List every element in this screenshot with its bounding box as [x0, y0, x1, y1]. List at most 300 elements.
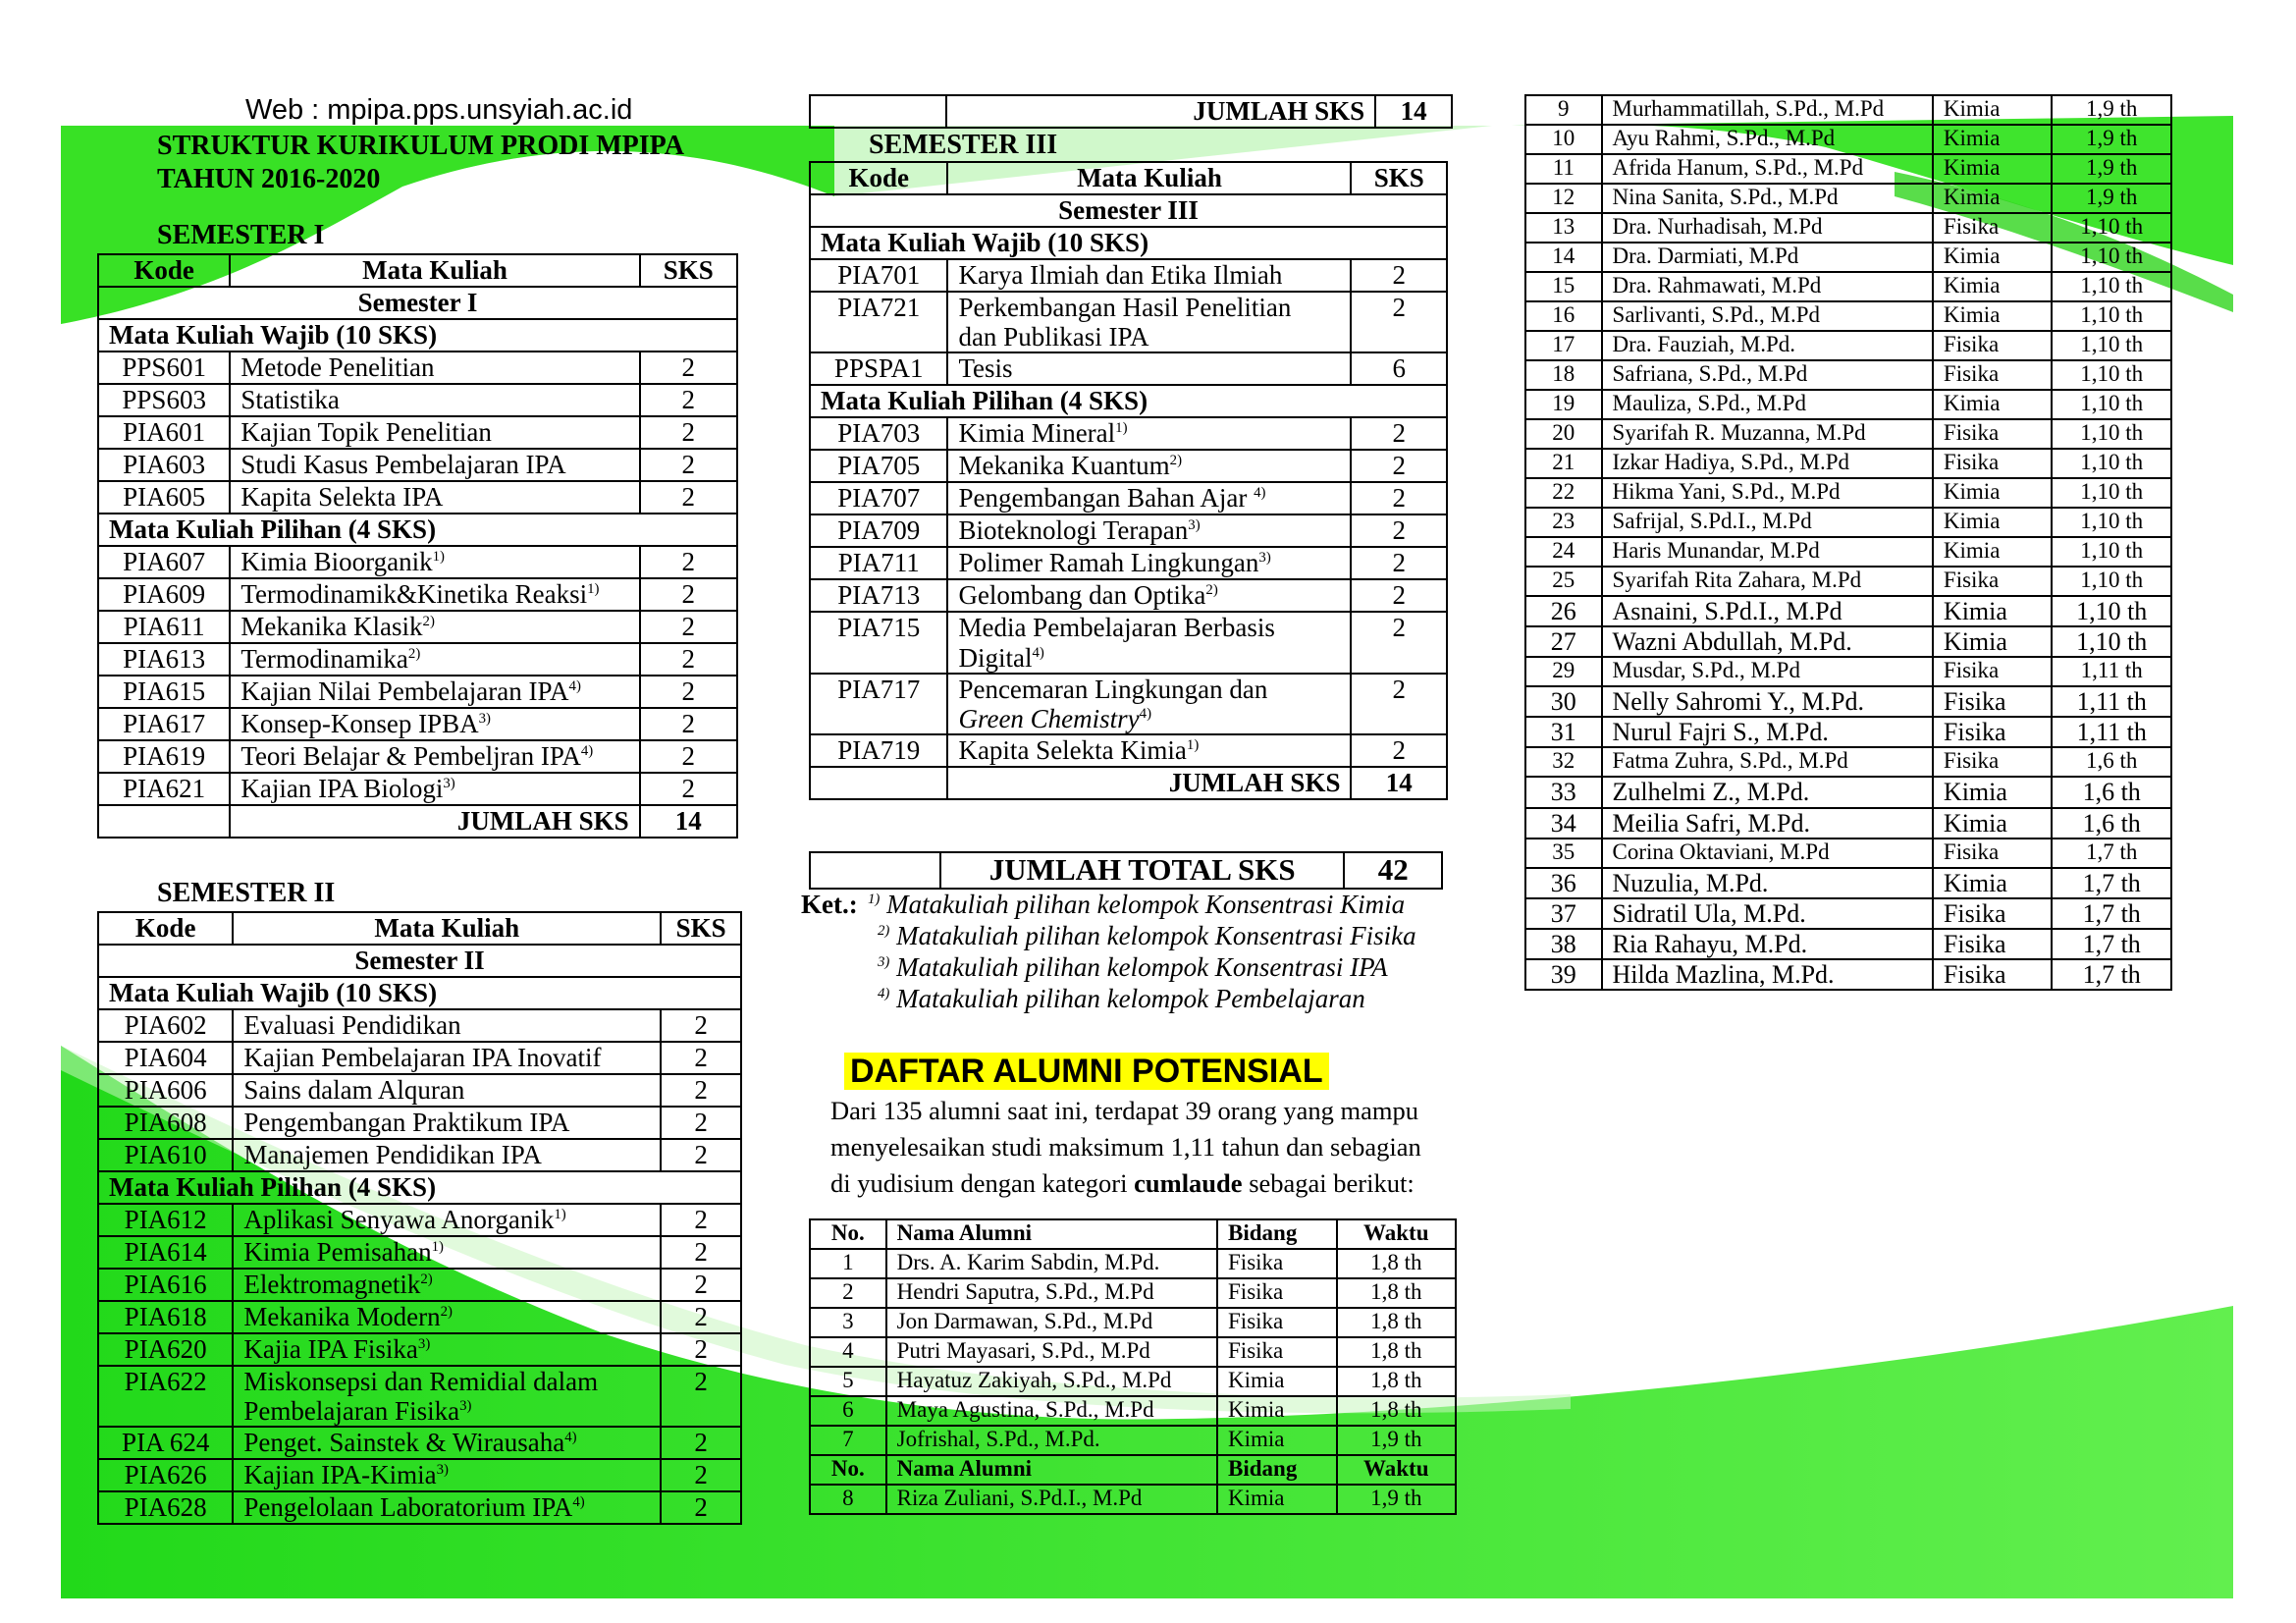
course-name-text: Teori Belajar & Pembeljran IPA: [240, 741, 581, 771]
alumni-bidang: Fisika: [1217, 1278, 1337, 1308]
semester1-title: Semester I: [98, 287, 737, 319]
semester3-jumlah-label: JUMLAH SKS: [947, 767, 1351, 799]
alumni-waktu: 1,8 th: [1337, 1396, 1456, 1426]
course-code: PIA713: [810, 579, 947, 612]
alumni-intro-line1: Dari 135 alumni saat ini, terdapat 39 orang yang mampu: [830, 1096, 1419, 1125]
alumni-bidang: Kimia: [1933, 777, 2052, 807]
course-sks: 2: [640, 740, 737, 773]
alumni-no: 4: [810, 1337, 886, 1367]
alumni-nama: Hikma Yani, S.Pd., M.Pd: [1602, 478, 1933, 508]
ket-note: [868, 889, 1416, 920]
table-header-row: [810, 162, 1447, 194]
alumni-nama: Dra. Fauziah, M.Pd.: [1602, 331, 1933, 360]
header-sks: SKS: [1351, 162, 1447, 194]
course-sks: 2: [661, 1204, 741, 1236]
course-sks: 2: [661, 1236, 741, 1269]
course-name-text: Kajian Topik Penelitian: [240, 417, 492, 447]
table-row: [98, 708, 737, 740]
course-code: PIA711: [810, 547, 947, 579]
course-sks: 2: [661, 1427, 741, 1459]
ket-note-text: Matakuliah pilihan kelompok Konsentrasi IPA: [889, 952, 1388, 982]
alumni-row: [810, 1485, 1456, 1514]
ket-label: Ket.:: [801, 890, 858, 919]
semester2-pilihan-label: Mata Kuliah Pilihan (4 SKS): [98, 1171, 741, 1204]
semester2-jumlah-table: [809, 94, 1453, 129]
alumni-nama: Hilda Mazlina, M.Pd.: [1602, 959, 1933, 990]
alumni-waktu: 1,10 th: [2052, 537, 2171, 567]
course-name: [947, 514, 1351, 547]
alumni-waktu: 1,6 th: [2052, 777, 2171, 807]
footnote-marker: 4): [572, 1494, 585, 1511]
table-row: [98, 1333, 741, 1366]
alumni-bidang: Kimia: [1933, 596, 2052, 626]
course-code: PIA602: [98, 1009, 233, 1042]
footnote-marker: 2): [1205, 582, 1218, 599]
course-name-text: Mekanika Modern: [243, 1302, 441, 1331]
header-kode: Kode: [98, 912, 233, 945]
footnote-marker: 3): [459, 1398, 472, 1415]
alumni-waktu: 1,11 th: [2052, 717, 2171, 747]
alumni-no: 7: [810, 1426, 886, 1455]
alumni-bidang: Fisika: [1933, 657, 2052, 686]
alumni-no: 34: [1525, 808, 1602, 839]
alumni-bidang: Kimia: [1933, 626, 2052, 657]
course-name-line2: [958, 322, 1340, 352]
course-name: [230, 773, 639, 805]
semester2-jumlah-value: 14: [1375, 95, 1452, 128]
total-sks-value: 42: [1344, 852, 1442, 889]
alumni-bidang: Fisika: [1933, 213, 2052, 243]
alumni-bidang: Fisika: [1933, 717, 2052, 747]
alumni-nama: Musdar, S.Pd., M.Pd: [1602, 657, 1933, 686]
alumni-waktu: 1,10 th: [2052, 596, 2171, 626]
table-row: [98, 481, 737, 514]
table-row: [810, 579, 1447, 612]
footnote-marker: 1): [554, 1207, 566, 1222]
course-code: PIA619: [98, 740, 230, 773]
course-name: [233, 1139, 661, 1171]
course-code: PIA626: [98, 1459, 233, 1491]
course-name-line2-text: dan Publikasi IPA: [958, 322, 1149, 352]
ket-notes: [801, 889, 1416, 1014]
table-row: [810, 612, 1447, 673]
course-sks: 2: [661, 1107, 741, 1139]
course-name: [947, 417, 1351, 450]
course-sks: 2: [661, 1301, 741, 1333]
alumni-waktu: 1,8 th: [1337, 1367, 1456, 1396]
alumni-bidang: Kimia: [1933, 478, 2052, 508]
course-sks: 2: [1351, 547, 1447, 579]
footnote-marker: 1): [1186, 737, 1200, 754]
table-row: [98, 773, 737, 805]
alumni-waktu: 1,8 th: [1337, 1278, 1456, 1308]
alumni-intro-line3-bold: cumlaude: [1134, 1168, 1243, 1198]
alumni-nama: Corina Oktaviani, M.Pd: [1602, 839, 1933, 868]
alumni-bidang: Fisika: [1933, 449, 2052, 478]
course-name: [947, 450, 1351, 482]
course-code: PIA613: [98, 643, 230, 676]
table-row: [810, 259, 1447, 292]
alumni-row: [1525, 717, 2171, 747]
course-name: [233, 1074, 661, 1107]
course-code: PIA615: [98, 676, 230, 708]
course-name: [233, 1366, 661, 1427]
table-row: [810, 514, 1447, 547]
alumni-row: [810, 1278, 1456, 1308]
alumni-row: [1525, 686, 2171, 717]
alumni-intro-line3-b: sebagai berikut:: [1242, 1168, 1415, 1198]
course-sks: 2: [661, 1009, 741, 1042]
alumni-row: [1525, 272, 2171, 301]
course-code: PIA607: [98, 546, 230, 578]
semester3-label: SEMESTER III: [869, 130, 1058, 160]
course-name-text: Evaluasi Pendidikan: [243, 1010, 461, 1040]
footnote-marker: 4): [568, 678, 581, 694]
course-name-text: Kimia Pemisahan: [243, 1237, 432, 1267]
table-row: [810, 674, 1447, 734]
alumni-waktu: 1,9 th: [2052, 125, 2171, 154]
semester3-pilihan-label: Mata Kuliah Pilihan (4 SKS): [810, 385, 1447, 417]
alumni-bidang: Kimia: [1933, 508, 2052, 537]
alumni-no: 11: [1525, 154, 1602, 184]
alumni-no: 29: [1525, 657, 1602, 686]
alumni-no: 23: [1525, 508, 1602, 537]
table-row: [98, 1366, 741, 1427]
table-row: [98, 1009, 741, 1042]
course-code: PIA721: [810, 292, 947, 352]
alumni-bidang: Kimia: [1217, 1485, 1337, 1514]
course-name-text: Kapita Selekta Kimia: [958, 735, 1187, 766]
alumni-waktu: 1,11 th: [2052, 657, 2171, 686]
alumni-no: 3: [810, 1308, 886, 1337]
alumni-waktu: 1,7 th: [2052, 839, 2171, 868]
alumni-intro-line2: menyelesaikan studi maksimum 1,11 tahun dan sebagian: [830, 1132, 1421, 1162]
alumni-no: 6: [810, 1396, 886, 1426]
course-sks: 2: [661, 1269, 741, 1301]
alumni-bidang: Kimia: [1933, 537, 2052, 567]
table-header-row: [98, 254, 737, 287]
course-name-text: Studi Kasus Pembelajaran IPA: [240, 450, 566, 479]
alumni-nama: Nurul Fajri S., M.Pd.: [1602, 717, 1933, 747]
course-code: PIA611: [98, 611, 230, 643]
footnote-marker: 1): [1115, 420, 1128, 437]
semester1-wajib-label: Mata Kuliah Wajib (10 SKS): [98, 319, 737, 352]
course-name-text: Aplikasi Senyawa Anorganik: [243, 1205, 555, 1234]
semester1-table: [97, 253, 738, 839]
course-name-line1: Pencemaran Lingkungan dan: [958, 674, 1268, 704]
course-name-text: Kimia Mineral: [958, 418, 1116, 449]
document-title-line1: STRUKTUR KURIKULUM PRODI MPIPA: [157, 131, 684, 161]
course-name-text: Penget. Sainstek & Wirausaha: [243, 1428, 565, 1458]
alumni-bidang: Kimia: [1217, 1367, 1337, 1396]
course-name: [233, 1204, 661, 1236]
course-name-text: Kajian Pembelajaran IPA Inovatif: [243, 1043, 602, 1072]
course-name: [230, 740, 639, 773]
alumni-row: [1525, 777, 2171, 807]
course-sks: 2: [1351, 734, 1447, 767]
course-name: [233, 1236, 661, 1269]
alumni-bidang: Fisika: [1933, 419, 2052, 449]
alumni-no: 25: [1525, 567, 1602, 596]
alumni-bidang: Kimia: [1933, 390, 2052, 419]
alumni-header-waktu: Waktu: [1337, 1455, 1456, 1485]
course-name-text: Kimia Bioorganik: [240, 547, 433, 576]
course-code: PIA617: [98, 708, 230, 740]
course-name: [230, 481, 639, 514]
course-sks: 2: [1351, 292, 1447, 352]
course-name-text: Bioteknologi Terapan: [958, 515, 1189, 546]
alumni-header-nama: Nama Alumni: [886, 1219, 1217, 1249]
alumni-no: 21: [1525, 449, 1602, 478]
course-code: PIA707: [810, 482, 947, 514]
semester3-title: Semester III: [810, 194, 1447, 227]
alumni-no: 17: [1525, 331, 1602, 360]
alumni-nama: Nina Sanita, S.Pd., M.Pd: [1602, 184, 1933, 213]
alumni-waktu: 1,10 th: [2052, 331, 2171, 360]
course-sks: 2: [640, 676, 737, 708]
table-row: [98, 1204, 741, 1236]
alumni-row: [1525, 449, 2171, 478]
alumni-row: [1525, 626, 2171, 657]
course-code: PIA628: [98, 1491, 233, 1524]
website-url: Web : mpipa.pps.unsyiah.ac.id: [245, 94, 633, 126]
alumni-nama: Mauliza, S.Pd., M.Pd: [1602, 390, 1933, 419]
course-sks: 2: [640, 611, 737, 643]
semester3-wajib-label: Mata Kuliah Wajib (10 SKS): [810, 227, 1447, 259]
course-name-line1: Miskonsepsi dan Remidial dalam: [243, 1367, 599, 1396]
semester3-jumlah-row: [810, 767, 1447, 799]
alumni-row: [1525, 125, 2171, 154]
course-name-line2-text: Green Chemistry: [958, 704, 1140, 734]
table-row: [98, 1459, 741, 1491]
alumni-bidang: Fisika: [1933, 360, 2052, 390]
course-name: [947, 674, 1351, 734]
alumni-waktu: 1,8 th: [1337, 1308, 1456, 1337]
table-row: [98, 1301, 741, 1333]
alumni-waktu: 1,7 th: [2052, 898, 2171, 929]
alumni-nama: Safrijal, S.Pd.I., M.Pd: [1602, 508, 1933, 537]
alumni-row: [1525, 839, 2171, 868]
alumni-nama: Dra. Rahmawati, M.Pd: [1602, 272, 1933, 301]
alumni-nama: Haris Munandar, M.Pd: [1602, 537, 1933, 567]
footnote-marker: 3): [436, 1462, 449, 1479]
course-name-text: Kajian IPA Biologi: [240, 774, 444, 803]
course-name: [230, 352, 639, 384]
alumni-nama: Maya Agustina, S.Pd., M.Pd: [886, 1396, 1217, 1426]
course-code: PIA616: [98, 1269, 233, 1301]
alumni-no: 16: [1525, 301, 1602, 331]
alumni-row: [1525, 184, 2171, 213]
alumni-no: 9: [1525, 95, 1602, 125]
course-code: PIA709: [810, 514, 947, 547]
alumni-bidang: Fisika: [1933, 747, 2052, 777]
course-sks: 2: [1351, 450, 1447, 482]
course-name: [947, 612, 1351, 673]
course-name: [947, 352, 1351, 385]
course-sks: 2: [640, 416, 737, 449]
course-name: [233, 1301, 661, 1333]
table-row: [810, 734, 1447, 767]
table-row: [98, 1269, 741, 1301]
alumni-nama: Putri Mayasari, S.Pd., M.Pd: [886, 1337, 1217, 1367]
footnote-marker: 4): [1032, 644, 1044, 661]
alumni-no: 35: [1525, 839, 1602, 868]
alumni-table-a: [809, 1218, 1457, 1515]
course-name-text: Karya Ilmiah dan Etika Ilmiah: [958, 260, 1283, 290]
table-row: [810, 482, 1447, 514]
course-name-text: Kajian IPA-Kimia: [243, 1460, 437, 1490]
alumni-bidang: Fisika: [1217, 1337, 1337, 1367]
alumni-row: [810, 1396, 1456, 1426]
course-code: PIA601: [98, 416, 230, 449]
alumni-bidang: Fisika: [1933, 686, 2052, 717]
alumni-row: [1525, 747, 2171, 777]
alumni-no: 26: [1525, 596, 1602, 626]
course-name: [230, 384, 639, 416]
footnote-marker: 4): [878, 986, 890, 1001]
course-sks: 2: [640, 578, 737, 611]
course-name: [230, 676, 639, 708]
table-row: [98, 384, 737, 416]
course-code: PIA621: [98, 773, 230, 805]
course-code: PIA605: [98, 481, 230, 514]
course-name-line2-text: Pembelajaran Fisika: [243, 1396, 460, 1427]
alumni-intro: [830, 1093, 1421, 1202]
course-name: [233, 1269, 661, 1301]
total-sks-label: JUMLAH TOTAL SKS: [940, 852, 1344, 889]
alumni-bidang: Kimia: [1933, 95, 2052, 125]
alumni-no: 27: [1525, 626, 1602, 657]
ket-note: [868, 920, 1416, 951]
course-sks: 2: [640, 643, 737, 676]
alumni-bidang: Kimia: [1933, 125, 2052, 154]
alumni-waktu: 1,10 th: [2052, 478, 2171, 508]
header-mata-kuliah: Mata Kuliah: [233, 912, 661, 945]
course-sks: 2: [1351, 514, 1447, 547]
course-name-text: Kapita Selekta IPA: [240, 482, 444, 512]
alumni-nama: Hayatuz Zakiyah, S.Pd., M.Pd: [886, 1367, 1217, 1396]
alumni-bidang: Kimia: [1933, 272, 2052, 301]
course-name: [230, 546, 639, 578]
ket-note: [868, 951, 1416, 983]
alumni-waktu: 1,10 th: [2052, 243, 2171, 272]
course-name: [233, 1107, 661, 1139]
course-code: PIA 624: [98, 1427, 233, 1459]
course-code: PIA701: [810, 259, 947, 292]
table-header-row: [98, 912, 741, 945]
alumni-row: [1525, 301, 2171, 331]
alumni-bidang: Fisika: [1217, 1249, 1337, 1278]
footnote-marker: 3): [443, 776, 455, 791]
alumni-bidang: Kimia: [1933, 184, 2052, 213]
footnote-marker: 2): [422, 614, 435, 629]
alumni-no: 38: [1525, 929, 1602, 959]
course-code: PIA608: [98, 1107, 233, 1139]
course-name: [230, 643, 639, 676]
alumni-no: 33: [1525, 777, 1602, 807]
footnote-marker: 4): [580, 743, 594, 759]
table-row: [98, 1491, 741, 1524]
course-sks: 2: [661, 1491, 741, 1524]
alumni-row: [810, 1337, 1456, 1367]
ket-note-text: Matakuliah pilihan kelompok Konsentrasi Fisika: [889, 921, 1416, 950]
alumni-waktu: 1,9 th: [2052, 95, 2171, 125]
alumni-no: 39: [1525, 959, 1602, 990]
course-name: [233, 1042, 661, 1074]
course-code: PIA622: [98, 1366, 233, 1427]
footnote-marker: 3): [478, 711, 491, 727]
table-row: [98, 611, 737, 643]
alumni-waktu: 1,7 th: [2052, 929, 2171, 959]
table-row: [98, 449, 737, 481]
alumni-bidang: Fisika: [1933, 331, 2052, 360]
alumni-row: [1525, 331, 2171, 360]
alumni-row: [1525, 868, 2171, 898]
alumni-waktu: 1,8 th: [1337, 1249, 1456, 1278]
alumni-row: [1525, 154, 2171, 184]
course-code: PIA614: [98, 1236, 233, 1269]
alumni-row: [1525, 478, 2171, 508]
header-sks: SKS: [640, 254, 737, 287]
course-code: PIA620: [98, 1333, 233, 1366]
total-sks-table: [809, 851, 1443, 890]
table-row: [810, 450, 1447, 482]
course-name-line1: Media Pembelajaran Berbasis: [958, 613, 1275, 643]
semester2-wajib-label: Mata Kuliah Wajib (10 SKS): [98, 977, 741, 1009]
alumni-no: 10: [1525, 125, 1602, 154]
alumni-header-no: No.: [810, 1455, 886, 1485]
alumni-nama: Ria Rahayu, M.Pd.: [1602, 929, 1933, 959]
alumni-nama: Murhammatillah, S.Pd., M.Pd: [1602, 95, 1933, 125]
course-sks: 2: [1351, 612, 1447, 673]
alumni-bidang: Kimia: [1933, 868, 2052, 898]
table-row: [98, 352, 737, 384]
alumni-waktu: 1,10 th: [2052, 626, 2171, 657]
course-name: [233, 1009, 661, 1042]
course-code: PIA715: [810, 612, 947, 673]
alumni-no: 13: [1525, 213, 1602, 243]
alumni-waktu: 1,10 th: [2052, 567, 2171, 596]
alumni-bidang: Fisika: [1933, 898, 2052, 929]
alumni-nama: Nelly Sahromi Y., M.Pd.: [1602, 686, 1933, 717]
semester2-label: SEMESTER II: [157, 878, 336, 908]
alumni-row: [1525, 929, 2171, 959]
ket-note-text: Matakuliah pilihan kelompok Konsentrasi Kimia: [880, 890, 1406, 919]
course-name-text: Termodinamik&Kinetika Reaksi: [240, 579, 588, 609]
alumni-waktu: 1,11 th: [2052, 686, 2171, 717]
course-sks: 2: [661, 1042, 741, 1074]
course-sks: 2: [661, 1074, 741, 1107]
course-sks: 6: [1351, 352, 1447, 385]
footnote-marker: 4): [1254, 485, 1266, 502]
footnote-marker: 3): [417, 1336, 431, 1352]
course-code: PIA606: [98, 1074, 233, 1107]
footnote-marker: 4): [564, 1430, 577, 1446]
course-name-text: Tesis: [958, 353, 1013, 384]
course-name-text: Mekanika Klasik: [240, 612, 423, 641]
alumni-intro-line3-a: di yudisium dengan kategori: [830, 1168, 1135, 1198]
alumni-no: 14: [1525, 243, 1602, 272]
alumni-no: 32: [1525, 747, 1602, 777]
course-name-text: Gelombang dan Optika: [958, 580, 1206, 611]
table-row: [98, 1139, 741, 1171]
alumni-bidang: Kimia: [1217, 1396, 1337, 1426]
alumni-no: 36: [1525, 868, 1602, 898]
alumni-bidang: Fisika: [1933, 567, 2052, 596]
alumni-nama: Jon Darmawan, S.Pd., M.Pd: [886, 1308, 1217, 1337]
alumni-nama: Riza Zuliani, S.Pd.I., M.Pd: [886, 1485, 1217, 1514]
footnote-marker: 1): [587, 581, 600, 597]
